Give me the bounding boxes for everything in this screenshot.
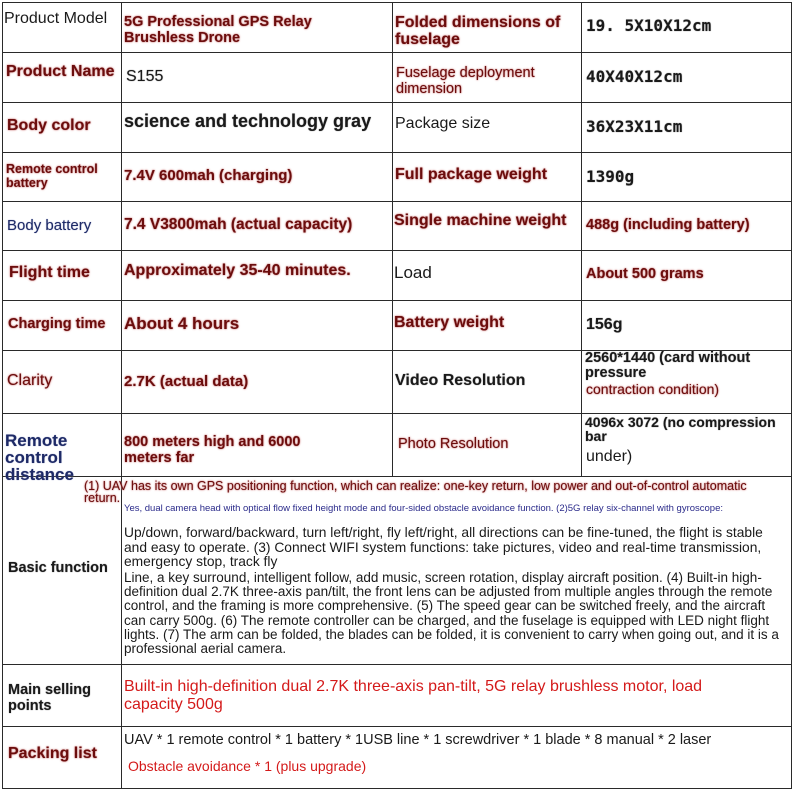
- value-charging-time: About 4 hours: [124, 314, 240, 333]
- label-clarity: Clarity: [7, 372, 53, 389]
- value-photo-resolution: 4096x 3072 (no compression bar: [585, 414, 776, 444]
- value-remote-control-battery: 7.4V 600mah (charging): [124, 167, 293, 184]
- value-main-selling-points: Built-in high-definition dual 2.7K three-axis pan-tilt, 5G relay brushless motor, load capacity 500g: [124, 678, 703, 713]
- grid-line: [2, 2, 3, 789]
- label-fuselage-deployment: Fuselage deployment dimension: [396, 65, 535, 97]
- label-folded-dimensions: Folded dimensions of fuselage: [395, 14, 561, 48]
- value-battery-weight: 156g: [586, 316, 623, 333]
- label-main-selling-points: Main selling points: [8, 682, 91, 714]
- label-battery-weight: Battery weight: [394, 314, 505, 331]
- label-basic-function: Basic function: [8, 560, 108, 576]
- label-package-size: Package size: [395, 115, 491, 132]
- label-product-model: Product Model: [4, 10, 108, 27]
- value-product-name: S155: [126, 68, 164, 85]
- label-single-machine-weight: Single machine weight: [394, 212, 567, 229]
- value-package-size: 36X23X11cm: [586, 117, 683, 136]
- basic-function-line-2: Yes, dual camera head with optical flow fixed height mode and four-sided obstacle avoidance function. (2)5G relay six-channel with gyroscope:: [124, 503, 724, 514]
- value-full-package-weight: 1390g: [586, 167, 635, 186]
- value-body-battery: 7.4 V3800mah (actual capacity): [124, 216, 353, 233]
- label-load: Load: [394, 263, 432, 282]
- value-fuselage-deployment: 40X40X12cm: [586, 67, 683, 86]
- value-photo-resolution-note: under): [586, 448, 633, 465]
- value-load: About 500 grams: [586, 266, 704, 282]
- basic-function-line-4: Line, a key surround, intelligent follow, add music, screen rotation, display aircraft position. (4) Built-in high-definition dual 2.7K three-axis pan/tilt, the front lens can be adjusted from multiple angles through the remote control, and the framing is more comprehensive. (5) The speed gear can be switched freely, and the aircraft can carry 500g. (6) The remote controller can be charged, and the fuselage is equipped with LED night flight lights. (7) The arm can be folded, the blades can be folded, it is convenient to carry when going out, and it is a professional aerial camera.: [124, 570, 779, 657]
- value-flight-time: Approximately 35-40 minutes.: [124, 262, 351, 279]
- value-body-color: science and technology gray: [124, 111, 372, 131]
- label-charging-time: Charging time: [8, 316, 106, 332]
- grid-line: [121, 2, 122, 789]
- value-remote-control-distance: 800 meters high and 6000 meters far: [124, 434, 301, 466]
- grid-line: [581, 2, 582, 477]
- label-video-resolution: Video Resolution: [395, 372, 526, 389]
- value-folded-dimensions: 19. 5X10X12cm: [586, 16, 712, 35]
- value-clarity: 2.7K (actual data): [124, 373, 249, 390]
- value-packing-list: UAV * 1 remote control * 1 battery * 1USB line * 1 screwdriver * 1 blade * 8 manual * 2 laser: [124, 732, 712, 748]
- value-product-model: 5G Professional GPS Relay Brushless Drone: [124, 14, 312, 46]
- label-flight-time: Flight time: [9, 264, 90, 281]
- label-photo-resolution: Photo Resolution: [398, 436, 509, 452]
- grid-line: [791, 2, 792, 789]
- value-video-resolution-note: contraction condition): [586, 381, 720, 397]
- label-full-package-weight: Full package weight: [395, 166, 548, 183]
- grid-line: [392, 2, 393, 477]
- label-body-battery: Body battery: [7, 217, 92, 234]
- label-body-color: Body color: [7, 117, 91, 134]
- label-product-name: Product Name: [6, 63, 115, 80]
- value-packing-list-upgrade: Obstacle avoidance * 1 (plus upgrade): [128, 758, 367, 774]
- label-packing-list: Packing list: [8, 745, 97, 762]
- label-remote-control-battery: Remote control battery: [6, 162, 98, 190]
- basic-function-line-3: Up/down, forward/backward, turn left/right, fly left/right, all directions can be fine-tuned, the flight is stable and easy to operate. (3) Connect WIFI system functions: take pictures, video and real-time transmission, emergency stop, track fly: [124, 525, 763, 569]
- value-video-resolution: 2560*1440 (card without pressure: [585, 350, 751, 381]
- basic-function-line-1: (1) UAV has its own GPS positioning function, which can realize: one-key return, low power and out-of-control automatic return.: [84, 479, 747, 505]
- value-single-machine-weight: 488g (including battery): [586, 217, 750, 233]
- label-remote-control-distance: Remote control distance: [5, 431, 74, 484]
